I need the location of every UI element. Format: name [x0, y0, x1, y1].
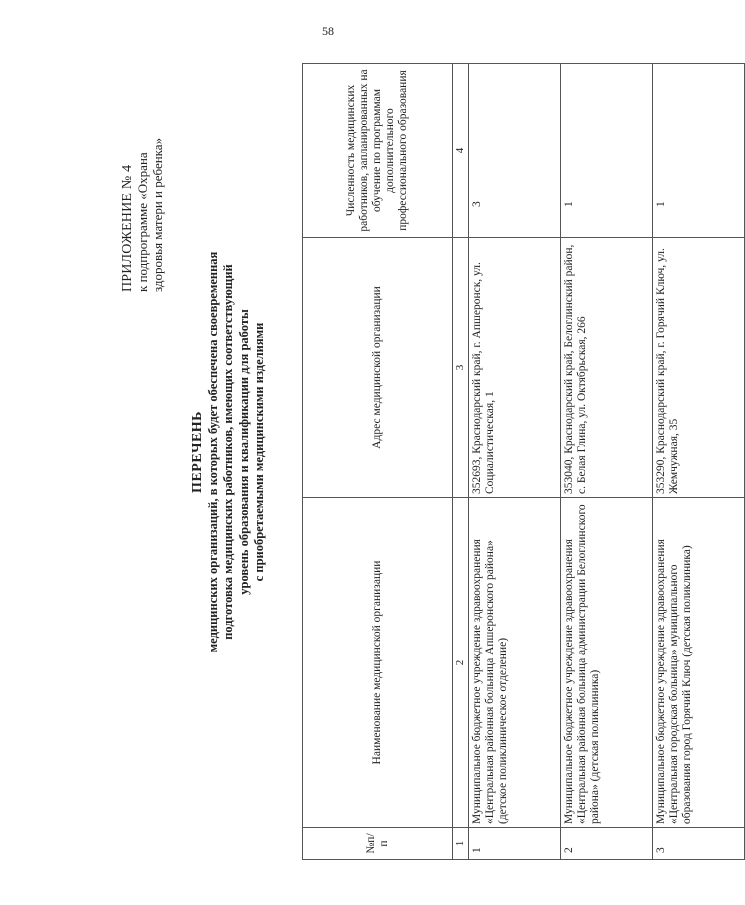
table-row: [561, 64, 653, 860]
row-count: 1: [653, 64, 745, 238]
column-number: 1: [453, 828, 469, 860]
appendix-title: ПРИЛОЖЕНИЕ № 4: [120, 164, 135, 292]
appendix-block: [120, 62, 165, 292]
rotated-landscape-content: [40, 42, 693, 862]
heading-title: ПЕРЕЧЕНЬ: [190, 411, 205, 493]
table-row: [653, 64, 745, 860]
row-name: Муниципальное бюджетное учреждение здравоохранения «Центральная районная больница Апшеронского района» (детское поликлиническое отделение): [469, 498, 561, 828]
appendix-line: здоровья матери и ребенка»: [150, 137, 165, 292]
row-number: 2: [561, 828, 653, 860]
header-name: Наименование медицинской организации: [303, 498, 453, 828]
row-count: 1: [561, 64, 653, 238]
column-number: 4: [453, 64, 469, 238]
table-header-row: [303, 64, 453, 860]
page-number: 58: [322, 24, 334, 38]
column-number-row: [453, 64, 469, 860]
heading-line: с приобретаемыми медицинскими изделиями: [252, 322, 266, 582]
heading-line: подготовка медицинских работников, имеющих соответствующий: [221, 264, 235, 640]
table-row: [469, 64, 561, 860]
organizations-table: [302, 63, 745, 860]
heading-line: медицинских организаций, в которых будет обеспечена своевременная: [205, 251, 220, 653]
document-heading: [190, 42, 268, 862]
row-number: 3: [653, 828, 745, 860]
row-address: 352693, Краснодарский край, г. Апшеронск, ул. Социалистическая, 1: [469, 238, 561, 498]
header-count: Численность медицинских работников, запланированных на обучение по программам дополнительного профессионального образования: [303, 64, 453, 238]
appendix-line: к подпрограмме «Охрана: [135, 152, 150, 292]
column-number: 2: [453, 498, 469, 828]
column-number: 3: [453, 238, 469, 498]
header-number: №п/п: [303, 828, 453, 860]
row-address: 353040, Краснодарский край, Белоглинский район, с. Белая Глина, ул. Октябрьская, 266: [561, 238, 653, 498]
row-address: 353290, Краснодарский край, г. Горячий Ключ, ул. Жемчужная, 35: [653, 238, 745, 498]
row-count: 3: [469, 64, 561, 238]
row-name: Муниципальное бюджетное учреждение здравоохранения «Центральная районная больница администрации Белоглинского района» (детская поликлиника): [561, 498, 653, 828]
header-address: Адрес медицинской организации: [303, 238, 453, 498]
row-name: Муниципальное бюджетное учреждение здравоохранения «Центральная городская больница» муниципального образования город Горячий Ключ (детская поликлиника): [653, 498, 745, 828]
heading-line: уровень образования и квалификации для работы: [236, 309, 251, 595]
row-number: 1: [469, 828, 561, 860]
